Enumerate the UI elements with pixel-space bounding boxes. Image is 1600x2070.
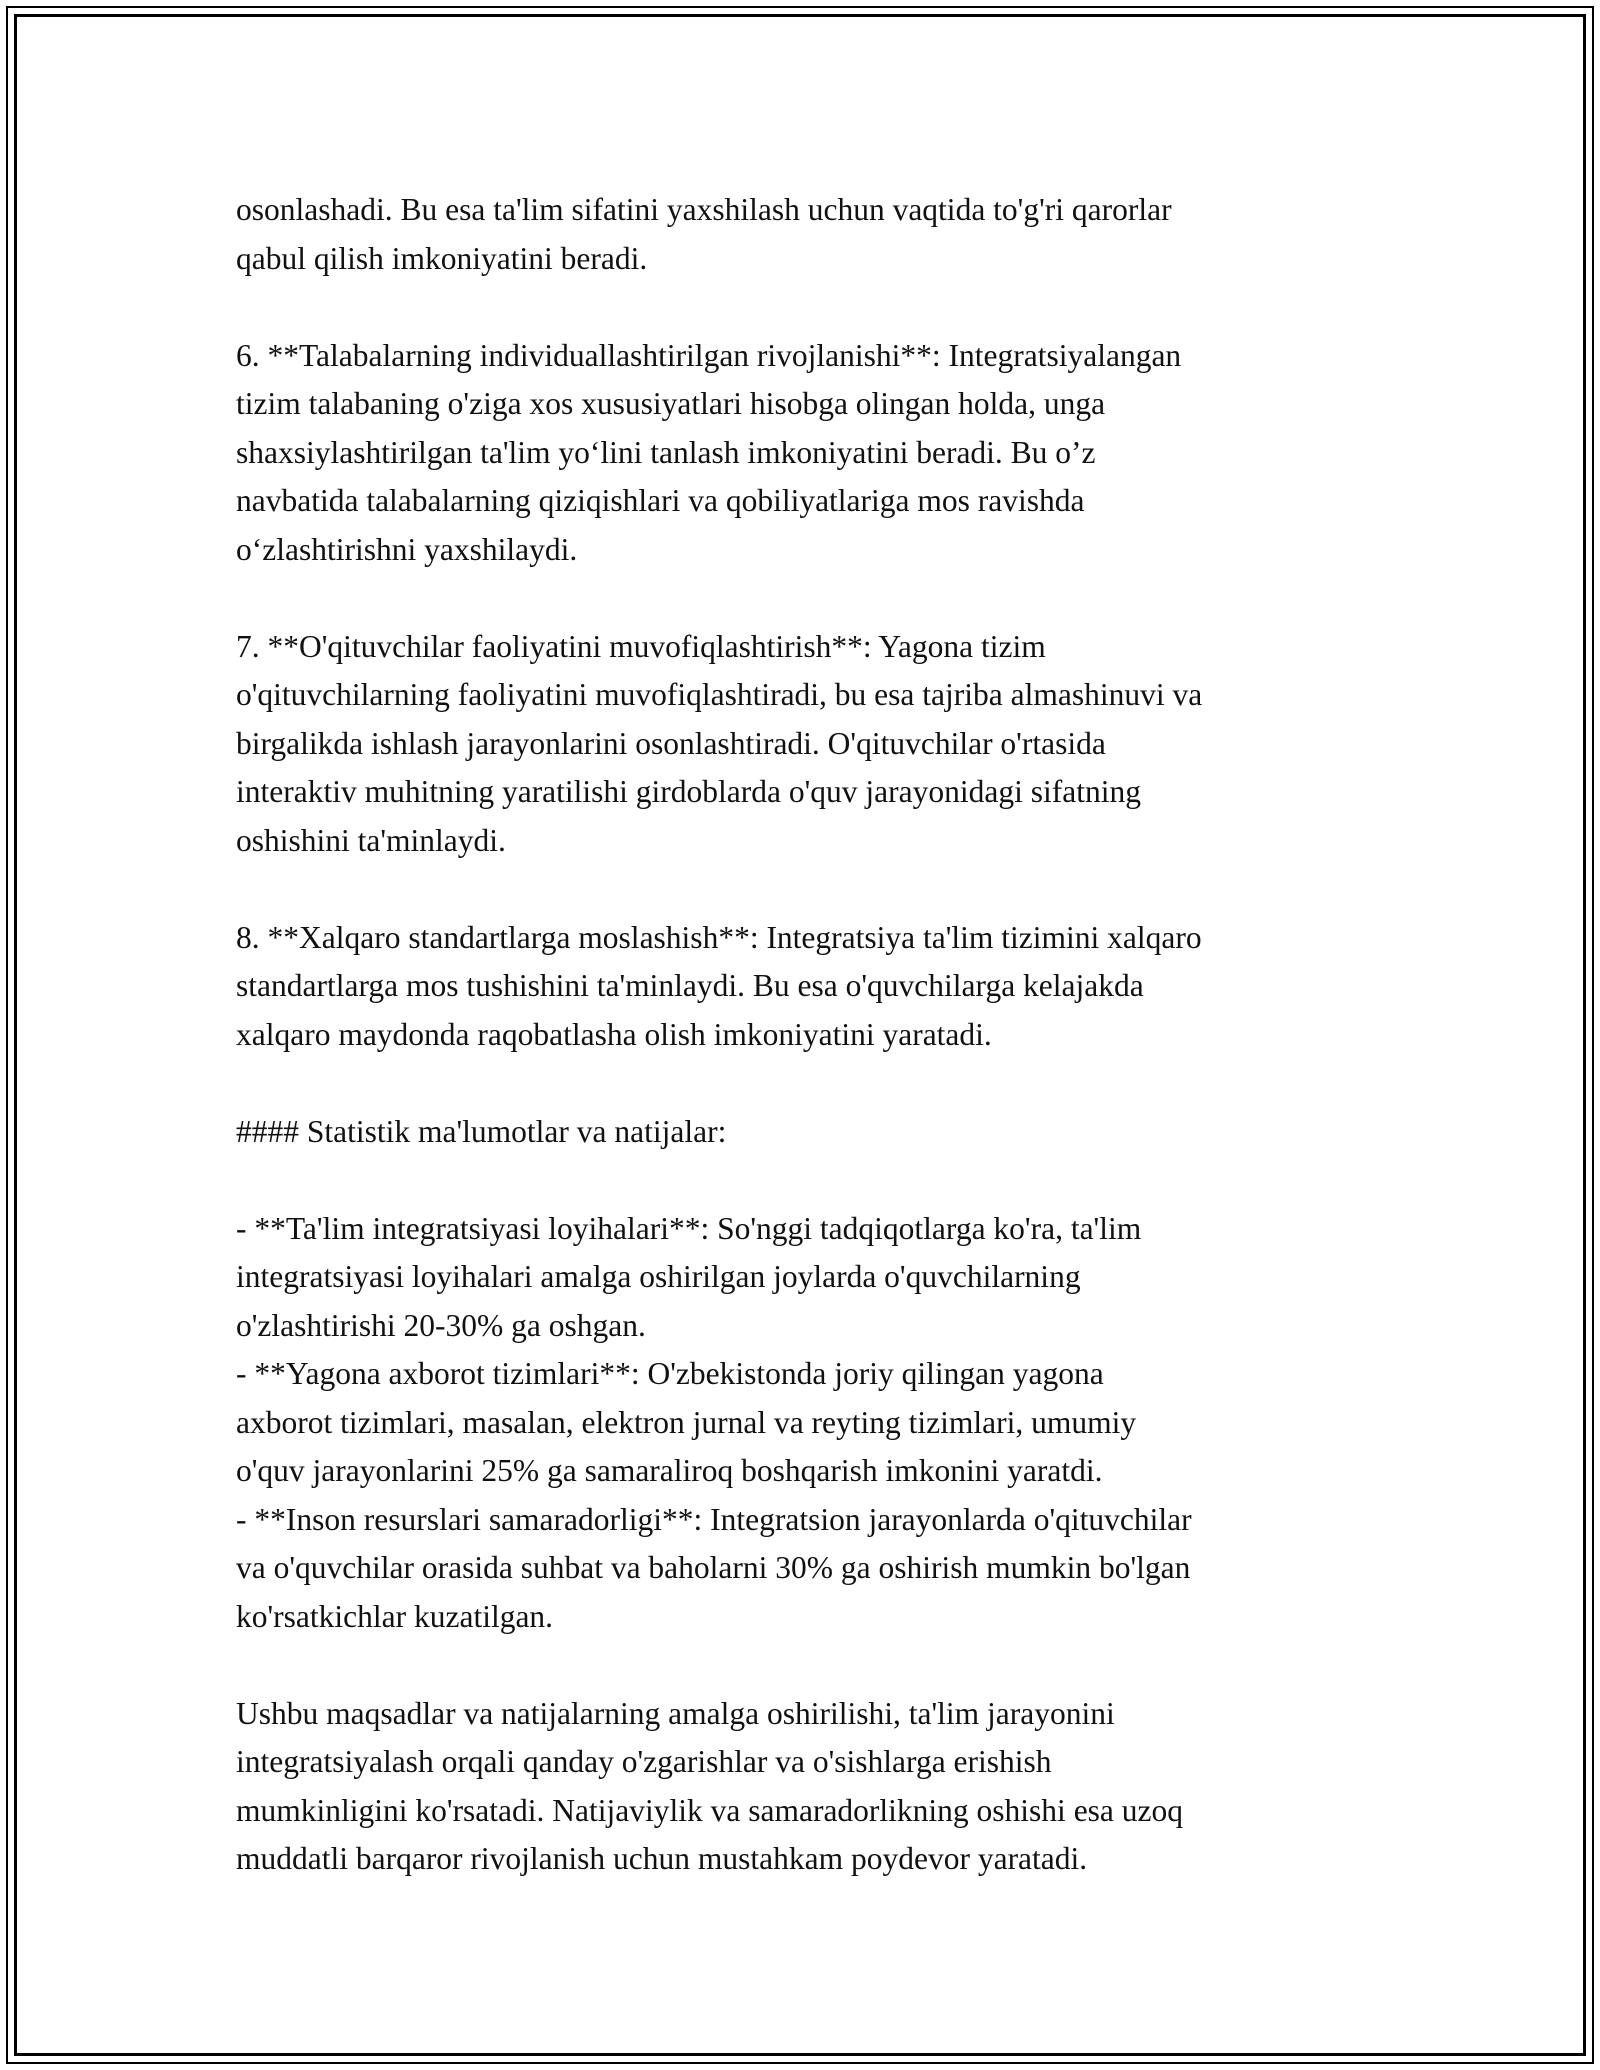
heading-line: #### Statistik ma'lumotlar va natijalar:	[236, 1113, 727, 1149]
text-line: o'qituvchilarning faoliyatini muvofiqlashtiradi, bu esa tajriba almashinuvi va	[236, 677, 1203, 712]
text-line: o‘zlashtirishni yaxshilaydi.	[236, 531, 578, 567]
paragraph-item-6	[236, 332, 1386, 575]
text-line: navbatida talabalarning qiziqishlari va qobiliyatlariga mos ravishda	[236, 483, 1085, 518]
list-item-line: ko'rsatkichlar kuzatilgan.	[236, 1598, 554, 1634]
text-line: 8. **Xalqaro standartlarga moslashish**: Integratsiya ta'lim tizimini xalqaro	[236, 919, 1202, 955]
document-body	[236, 186, 1386, 1884]
text-line: 6. **Talabalarning individuallashtirilgan rivojlanishi**: Integratsiyalangan	[236, 337, 1182, 373]
text-line: muddatli barqaror rivojlanish uchun mustahkam poydevor yaratadi.	[236, 1841, 1088, 1876]
text-line: interaktiv muhitning yaratilishi girdoblarda o'quv jarayonidagi sifatning	[236, 774, 1141, 809]
text-line: birgalikda ishlash jarayonlarini osonlashtiradi. O'qituvchilar o'rtasida	[236, 725, 1106, 761]
paragraph-conclusion	[236, 1690, 1386, 1884]
text-line: mumkinligini ko'rsatadi. Natijaviylik va samaradorlikning oshishi esa uzoq	[236, 1792, 1184, 1828]
list-item-line: - **Inson resurslari samaradorligi**: Integratsion jarayonlarda o'qituvchilar	[236, 1501, 1192, 1537]
list-item-line: o'zlashtirishi 20-30% ga oshgan.	[236, 1307, 646, 1343]
text-line: shaxsiylashtirilgan ta'lim yo‘lini tanlash imkoniyatini beradi. Bu o’z	[236, 434, 1096, 470]
text-line: osonlashadi. Bu esa ta'lim sifatini yaxshilash uchun vaqtida to'g'ri qarorlar	[236, 192, 1172, 227]
list-item-line: - **Yagona axborot tizimlari**: O'zbekistonda joriy qilingan yagona	[236, 1356, 1104, 1391]
text-line: Ushbu maqsadlar va natijalarning amalga oshirilishi, ta'lim jarayonini	[236, 1695, 1115, 1731]
list-item-line: integratsiyasi loyihalari amalga oshirilgan joylarda o'quvchilarning	[236, 1259, 1081, 1294]
statistics-list	[236, 1205, 1386, 1642]
text-line: xalqaro maydonda raqobatlasha olish imkoniyatini yaratadi.	[236, 1016, 992, 1052]
list-item-line: - **Ta'lim integratsiyasi loyihalari**: So'nggi tadqiqotlarga ko'ra, ta'lim	[236, 1210, 1142, 1246]
text-line: integratsiyalash orqali qanday o'zgarishlar va o'sishlarga erishish	[236, 1744, 1052, 1779]
text-line: 7. **O'qituvchilar faoliyatini muvofiqlashtirish**: Yagona tizim	[236, 628, 1046, 664]
paragraph-item-7	[236, 623, 1386, 866]
paragraph-item-8	[236, 914, 1386, 1060]
text-line: standartlarga mos tushishini ta'minlaydi. Bu esa o'quvchilarga kelajakda	[236, 968, 1144, 1003]
section-heading	[236, 1108, 1386, 1157]
paragraph-continuation	[236, 186, 1386, 283]
list-item-line: o'quv jarayonlarini 25% ga samaraliroq boshqarish imkonini yaratdi.	[236, 1453, 1103, 1488]
list-item-line: va o'quvchilar orasida suhbat va baholarni 30% ga oshirish mumkin bo'lgan	[236, 1550, 1191, 1585]
text-line: tizim talabaning o'ziga xos xususiyatlari hisobga olingan holda, unga	[236, 386, 1106, 421]
list-item-line: axborot tizimlari, masalan, elektron jurnal va reyting tizimlari, umumiy	[236, 1404, 1137, 1440]
text-line: oshishini ta'minlaydi.	[236, 822, 506, 858]
text-line: qabul qilish imkoniyatini beradi.	[236, 240, 648, 276]
